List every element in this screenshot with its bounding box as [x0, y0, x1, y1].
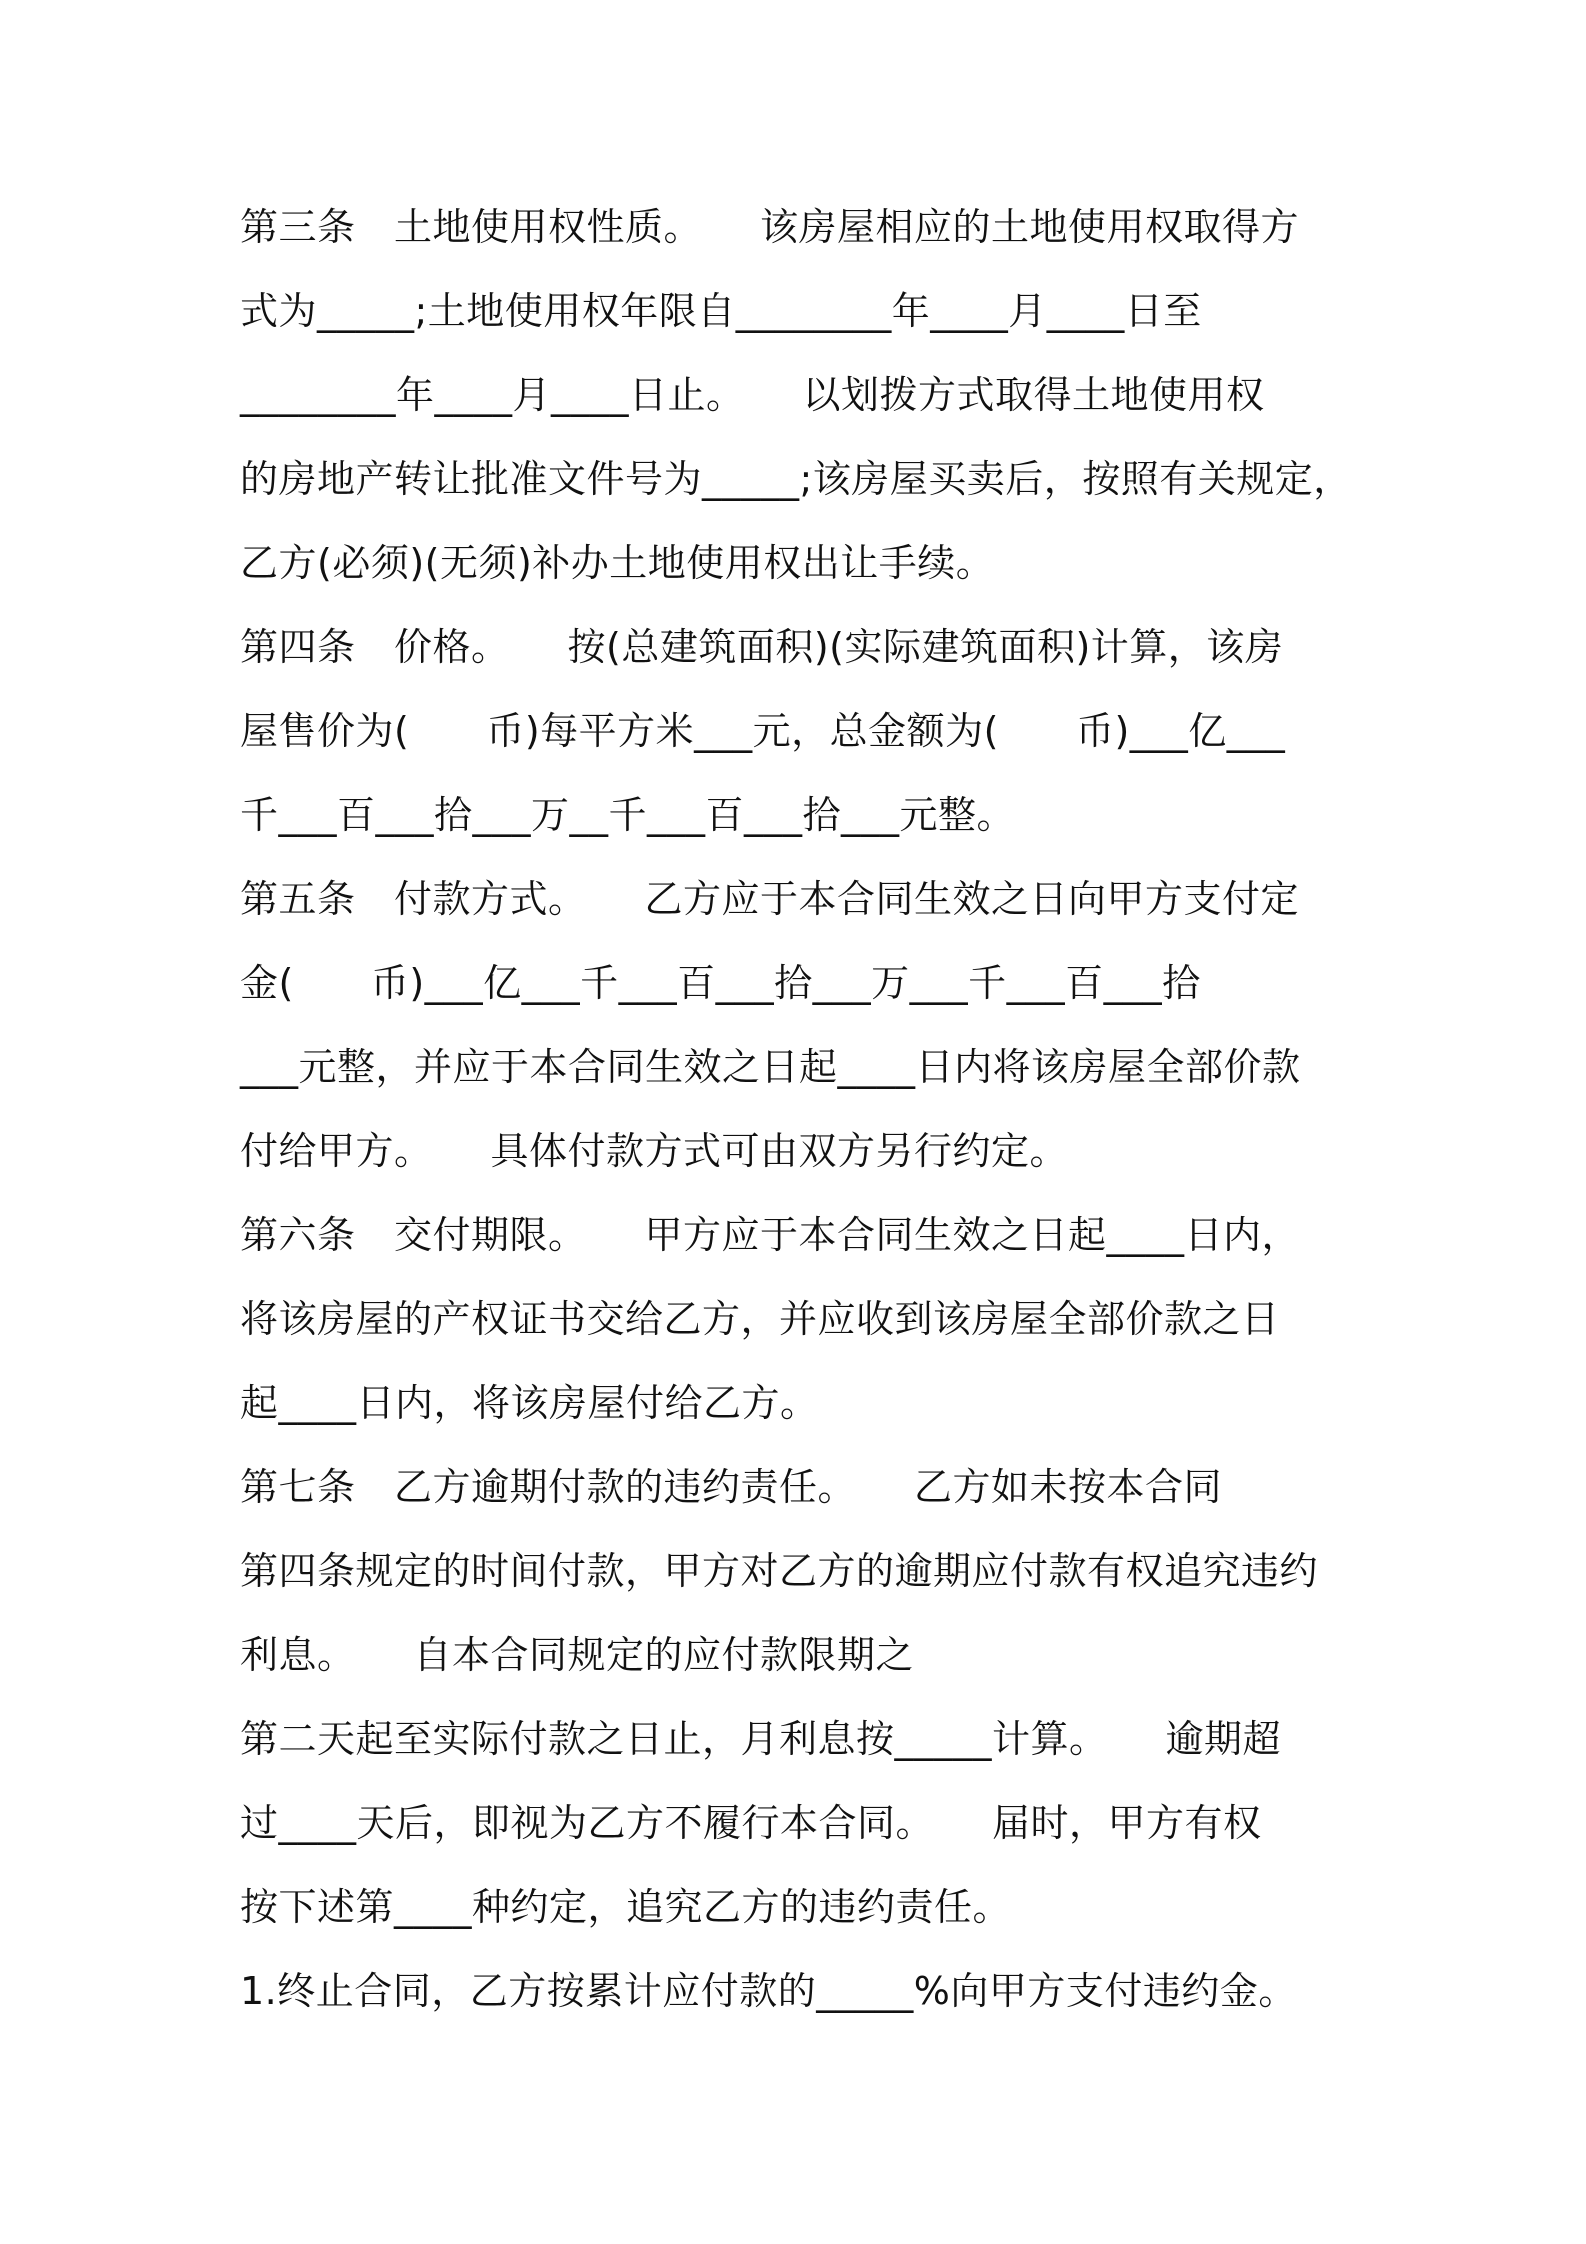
text-line: 第五条 付款方式。 乙方应于本合同生效之日向甲方支付定 [240, 877, 1300, 921]
text-line: 的房地产转让批准文件号为_____;该房屋买卖后，按照有关规定， [240, 457, 1352, 501]
text-line: 按下述第____种约定，追究乙方的违约责任。 [240, 1885, 1012, 1929]
text-line: 式为_____;土地使用权年限自________年____月____日至 [240, 289, 1202, 333]
text-line: 屋售价为( 币)每平方米___元，总金额为( 币)___亿___ [240, 709, 1286, 753]
text-line: 利息。 自本合同规定的应付款限期之 [240, 1633, 915, 1677]
text-line: 第七条 乙方逾期付款的违约责任。 乙方如未按本合同 [240, 1465, 1223, 1509]
text-line: 第三条 土地使用权性质。 该房屋相应的土地使用权取得方 [240, 205, 1300, 249]
text-line: 第六条 交付期限。 甲方应于本合同生效之日起____日内， [240, 1213, 1301, 1257]
text-line: 过____天后，即视为乙方不履行本合同。 届时，甲方有权 [240, 1801, 1262, 1845]
text-line: 将该房屋的产权证书交给乙方，并应收到该房屋全部价款之日 [240, 1297, 1280, 1341]
text-line: 1.终止合同，乙方按累计应付款的_____%向甲方支付违约金。 [240, 1969, 1297, 2013]
text-line: 付给甲方。 具体付款方式可由双方另行约定。 [240, 1129, 1069, 1173]
text-line: 第四条 价格。 按(总建筑面积)(实际建筑面积)计算，该房 [240, 625, 1284, 669]
text-line: 千___百___拾___万__千___百___拾___元整。 [240, 793, 1016, 837]
text-line: 金( 币)___亿___千___百___拾___万___千___百___拾 [240, 961, 1201, 1005]
text-line: 乙方(必须)(无须)补办土地使用权出让手续。 [240, 541, 995, 585]
text-line: 第二天起至实际付款之日止，月利息按_____计算。 逾期超 [240, 1717, 1282, 1761]
text-line: 第四条规定的时间付款，甲方对乙方的逾期应付款有权追究违约 [240, 1549, 1319, 1593]
text-line: ________年____月____日止。 以划拨方式取得土地使用权 [240, 373, 1265, 417]
text-line: ___元整，并应于本合同生效之日起____日内将该房屋全部价款 [240, 1045, 1301, 1089]
text-line: 起____日内，将该房屋付给乙方。 [240, 1381, 819, 1425]
